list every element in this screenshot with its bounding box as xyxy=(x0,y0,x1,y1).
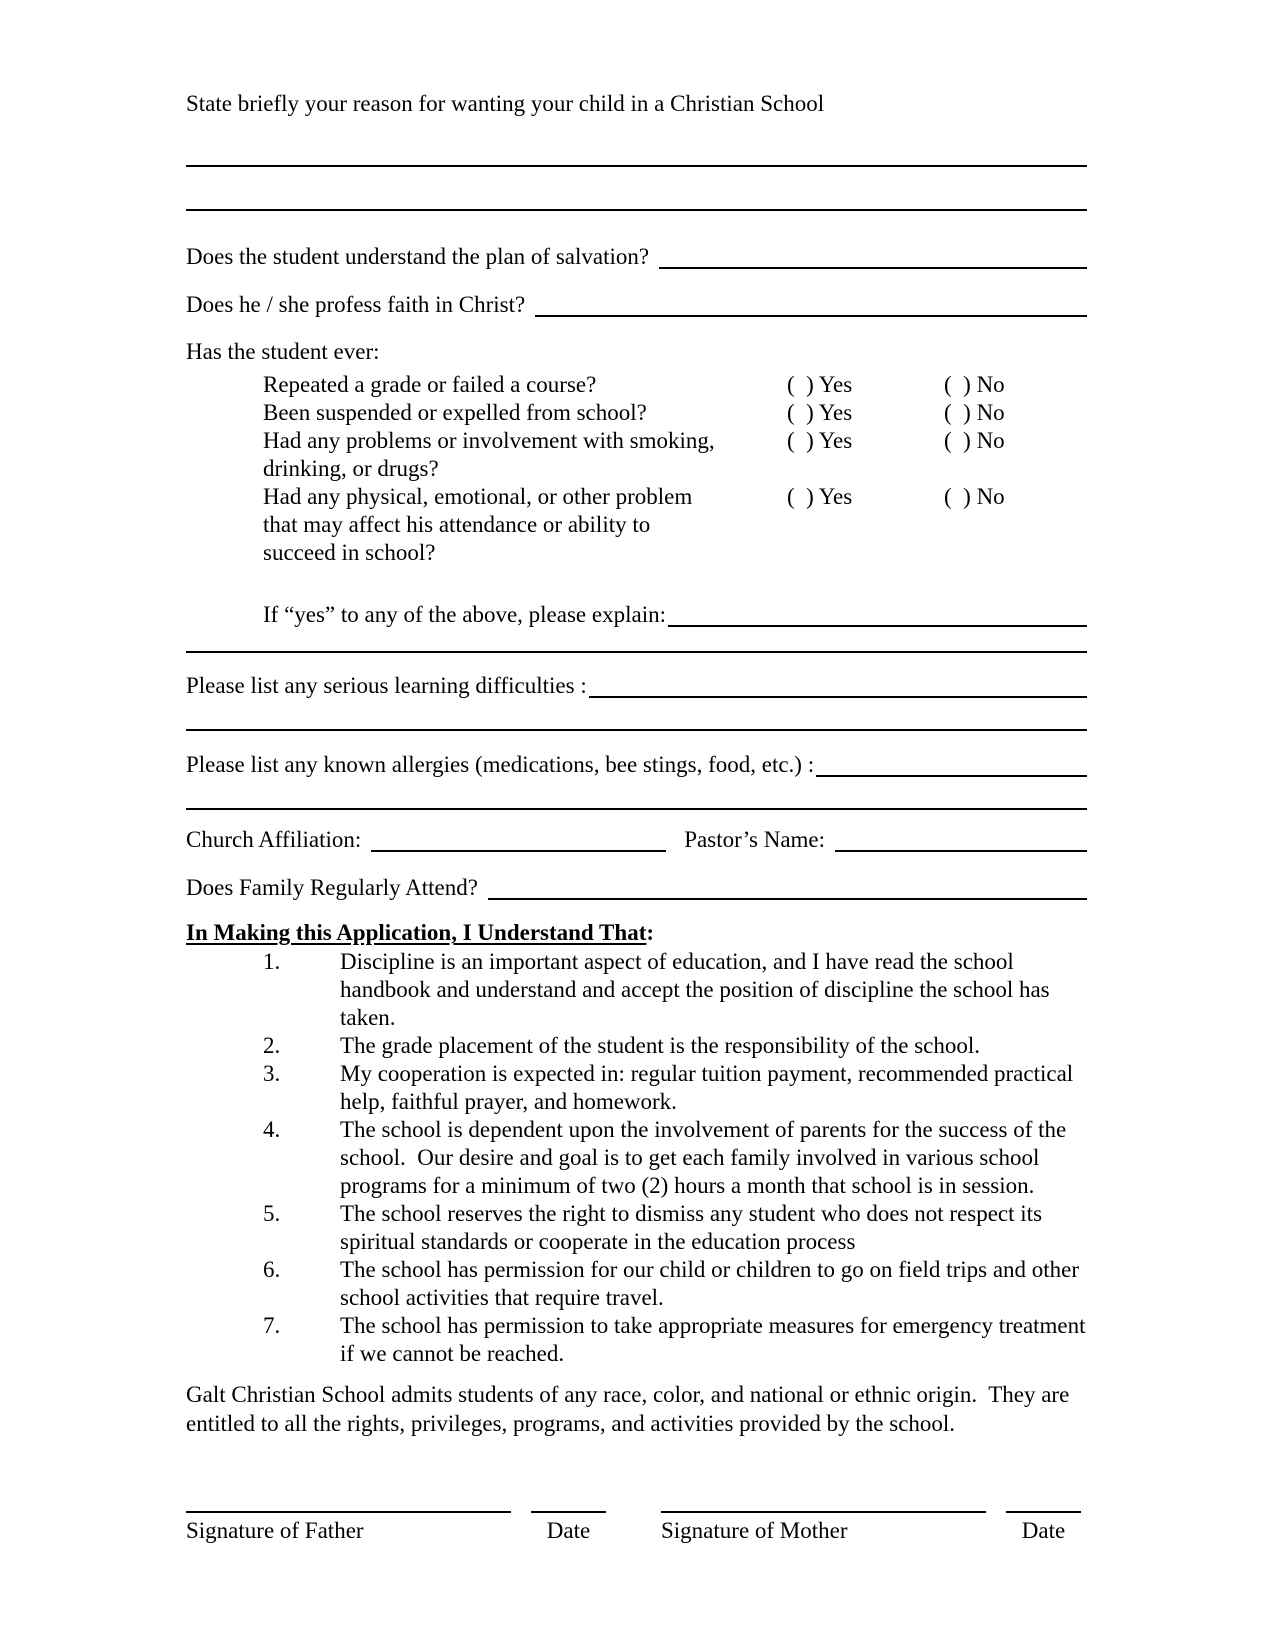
agreement-heading-colon: : xyxy=(646,920,655,945)
history-question-continuation: that may affect his attendance or ability to xyxy=(263,512,651,537)
allergies-line-2[interactable] xyxy=(186,780,1087,810)
yes-checkbox-option[interactable]: ( ) Yes xyxy=(787,484,853,509)
faith-answer-line[interactable] xyxy=(535,289,1087,317)
spacer xyxy=(986,1511,1006,1513)
agreement-item xyxy=(186,1312,1092,1368)
father-signature-label: Signature of Father xyxy=(186,1518,364,1543)
mother-date-line[interactable] xyxy=(1006,1511,1081,1513)
item-text: My cooperation is expected in: regular tuition payment, recommended practical help, faithful prayer, and homework. xyxy=(340,1061,1079,1114)
agreement-item xyxy=(186,1116,1087,1200)
history-row xyxy=(186,399,1087,427)
item-text: The school has permission to take appropriate measures for emergency treatment if we cannot be reached. xyxy=(340,1313,1092,1366)
family-attend-line[interactable] xyxy=(488,872,1087,900)
item-number: 7. xyxy=(263,1313,281,1338)
spacer xyxy=(606,1515,661,1546)
faith-question-label: Does he / she profess faith in Christ? xyxy=(186,292,526,317)
no-checkbox-option[interactable]: ( ) No xyxy=(944,372,1005,397)
church-affiliation-label: Church Affiliation: xyxy=(186,827,362,852)
yes-checkbox-option[interactable]: ( ) Yes xyxy=(787,428,853,453)
no-checkbox-option[interactable]: ( ) No xyxy=(944,428,1005,453)
no-checkbox-option[interactable]: ( ) No xyxy=(944,400,1005,425)
father-signature-line[interactable] xyxy=(186,1511,511,1513)
agreement-item xyxy=(186,1200,1087,1256)
learning-difficulties-label: Please list any serious learning difficulties : xyxy=(186,673,587,698)
father-date-label: Date xyxy=(546,1518,591,1543)
history-row xyxy=(186,511,1087,539)
yes-checkbox-option[interactable]: ( ) Yes xyxy=(787,372,853,397)
explain-answer-line-2[interactable] xyxy=(186,630,1087,653)
item-number: 2. xyxy=(263,1033,281,1058)
reason-answer-line-2[interactable] xyxy=(186,167,1087,211)
item-number: 4. xyxy=(263,1117,281,1142)
nondiscrimination-statement: Galt Christian School admits students of any race, color, and national or ethnic origin. They are entitled to all the rights, privileges, programs, and activities provided by the school. xyxy=(186,1382,1076,1436)
mother-signature-line[interactable] xyxy=(661,1511,986,1513)
history-question-continuation: drinking, or drugs? xyxy=(263,456,439,481)
learning-difficulties-line[interactable] xyxy=(589,670,1087,698)
explain-prompt: If “yes” to any of the above, please explain: xyxy=(263,602,666,627)
learning-difficulties-line-2[interactable] xyxy=(186,701,1087,731)
item-number: 3. xyxy=(263,1061,281,1086)
student-history-label: Has the student ever: xyxy=(186,339,380,364)
history-question-continuation: succeed in school? xyxy=(263,540,436,565)
history-row xyxy=(186,539,1087,567)
explain-answer-line[interactable] xyxy=(668,599,1087,627)
allergies-line[interactable] xyxy=(816,749,1087,777)
agreement-item xyxy=(186,1060,1087,1116)
item-text: The school reserves the right to dismiss any student who does not respect its spiritual standards or cooperate in the education process xyxy=(340,1201,1048,1254)
item-text: The school has permission for our child or children to go on field trips and other school activities that require travel. xyxy=(340,1257,1085,1310)
church-affiliation-line[interactable] xyxy=(371,824,666,852)
history-row xyxy=(186,455,1087,483)
father-date-line[interactable] xyxy=(531,1511,606,1513)
signature-labels xyxy=(186,1515,1087,1546)
allergies-label: Please list any known allergies (medications, bee stings, food, etc.) : xyxy=(186,752,815,777)
mother-signature-label: Signature of Mother xyxy=(661,1518,848,1543)
item-number: 6. xyxy=(263,1257,281,1282)
student-history-table xyxy=(186,371,1087,567)
spacer xyxy=(511,1515,531,1546)
history-question: Had any problems or involvement with smoking, xyxy=(263,428,715,453)
item-number: 1. xyxy=(263,949,281,974)
pastor-name-line[interactable] xyxy=(835,824,1087,852)
signature-lines xyxy=(186,1511,1087,1513)
history-row xyxy=(186,427,1087,455)
mother-date-label: Date xyxy=(1021,1518,1066,1543)
item-text: The grade placement of the student is the responsibility of the school. xyxy=(340,1033,981,1058)
salvation-question-label: Does the student understand the plan of salvation? xyxy=(186,244,650,269)
yes-checkbox-option[interactable]: ( ) Yes xyxy=(787,400,853,425)
history-row xyxy=(186,483,1087,511)
no-checkbox-option[interactable]: ( ) No xyxy=(944,484,1005,509)
spacer xyxy=(511,1511,531,1513)
history-question: Had any physical, emotional, or other problem xyxy=(263,484,693,509)
reason-prompt: State briefly your reason for wanting your child in a Christian School xyxy=(186,91,825,116)
history-row xyxy=(186,371,1087,399)
pastor-name-label: Pastor’s Name: xyxy=(684,827,826,852)
reason-answer-line-1[interactable] xyxy=(186,127,1087,167)
history-question: Repeated a grade or failed a course? xyxy=(263,372,597,397)
spacer xyxy=(986,1515,1006,1546)
spacer xyxy=(666,824,684,855)
item-number: 5. xyxy=(263,1201,281,1226)
agreement-item xyxy=(186,1032,1087,1060)
item-text: Discipline is an important aspect of education, and I have read the school handbook and understand and accept the position of discipline the school has taken. xyxy=(340,949,1056,1030)
family-attend-label: Does Family Regularly Attend? xyxy=(186,875,478,900)
item-text: The school is dependent upon the involvement of parents for the success of the school. Our desire and goal is to get each family involved in various school programs for a minimum of two (2) hours a month that school is in session. xyxy=(340,1117,1072,1198)
agreement-item xyxy=(186,1256,1087,1312)
history-question: Been suspended or expelled from school? xyxy=(263,400,647,425)
agreement-list xyxy=(186,948,1092,1368)
agreement-heading-text: In Making this Application, I Understand That xyxy=(186,920,647,945)
salvation-answer-line[interactable] xyxy=(659,241,1087,269)
agreement-heading xyxy=(186,917,1087,948)
spacer xyxy=(606,1511,661,1513)
agreement-item xyxy=(186,948,1087,1032)
